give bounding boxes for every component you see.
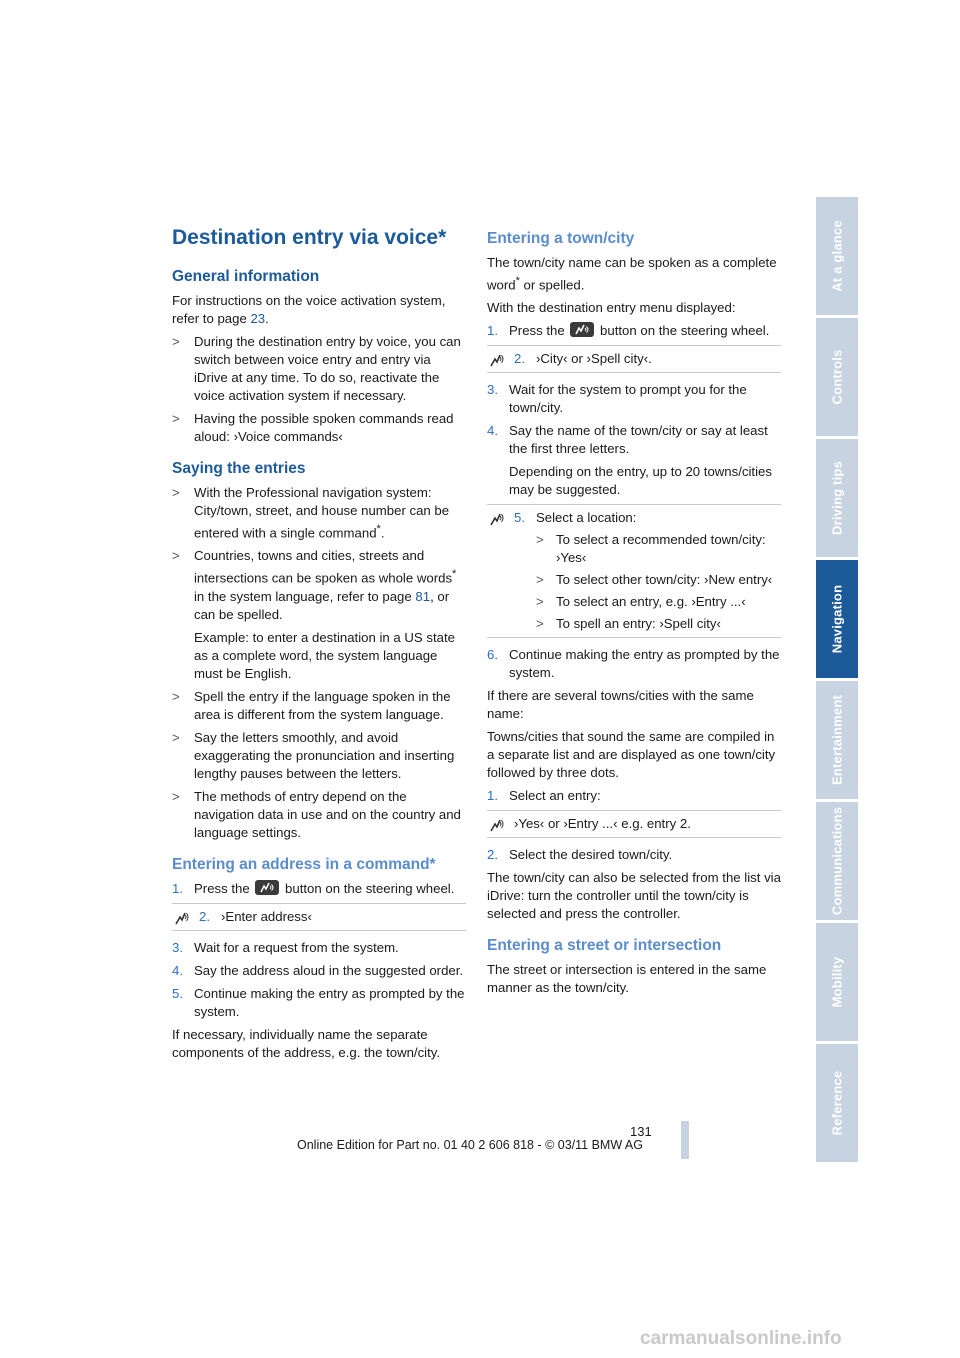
town-menu-note: With the destination entry menu displayed: <box>487 300 736 316</box>
entry-step-1: 1. Select an entry: <box>487 788 601 804</box>
compiled-note: Towns/cities that sound the same are compiled in a separate list and are displayed as one town/city followed by three dots. <box>487 729 776 781</box>
page-number: 131 <box>630 1124 652 1139</box>
tab-controls[interactable]: Controls <box>816 318 858 436</box>
edition-note: Online Edition for Part no. 01 40 2 606 818 - © 03/11 BMW AG <box>297 1138 643 1152</box>
list-item: > During the destination entry by voice, you can switch between voice entry and entry via iDrive at any time. To do so, reactivate the voice activation system if necessary. <box>172 334 461 403</box>
tab-driving-tips[interactable]: Driving tips <box>816 439 858 557</box>
list-item: > With the Professional navigation system: City/town, street, and house number can be entered with a single command*. <box>172 485 450 541</box>
voice-command-box: 2. ›City‹ or ›Spell city‹. <box>487 345 781 373</box>
list-item: > To spell an entry: ›Spell city‹ <box>536 616 721 632</box>
step-3: 3. Wait for the system to prompt you for the town/city. <box>487 382 747 416</box>
left-column <box>172 226 466 1067</box>
voice-command-icon <box>175 909 189 925</box>
step-5: 5. Continue making the entry as prompted by the system. <box>172 985 465 1019</box>
step-6: 6. Continue making the entry as prompted by the system. <box>487 647 780 681</box>
town-intro: The town/city name can be spoken as a complete word* or spelled. <box>487 255 777 293</box>
several-towns-note: If there are several towns/cities with the same name: <box>487 688 754 722</box>
list-item: > Countries, towns and cities, streets and intersections can be spoken as whole words* in the system language, refer to page 81, or can be spelled. <box>172 548 457 622</box>
tab-reference[interactable]: Reference <box>816 1044 858 1162</box>
heading-town-city: Entering a town/city <box>487 230 635 247</box>
talk-button-icon <box>570 322 594 337</box>
address-outro: If necessary, individually name the separate components of the address, e.g. the town/city. <box>172 1026 441 1060</box>
heading-general-information: General information <box>172 268 320 285</box>
list-item: > Having the possible spoken commands read aloud: ›Voice commands‹ <box>172 411 454 444</box>
example-text: Example: to enter a destination in a US state as a complete word, the system language must be English. <box>194 629 455 681</box>
talk-button-icon <box>255 880 279 895</box>
step-4-note: Depending on the entry, up to 20 towns/cities may be suggested. <box>509 464 772 498</box>
voice-command-icon <box>490 351 504 367</box>
page-link-23[interactable]: 23 <box>250 311 266 326</box>
general-intro: For instructions on the voice activation system, refer to page 23. <box>172 293 446 326</box>
page-link-81[interactable]: 81 <box>415 588 431 604</box>
list-item: > To select a recommended town/city: ›Yes‹ <box>536 532 766 566</box>
step-3: 3. Wait for a request from the system. <box>172 939 399 955</box>
heading-saying-entries: Saying the entries <box>172 460 306 477</box>
step-4: 4. Say the address aloud in the suggested order. <box>172 962 464 978</box>
list-item: > The methods of entry depend on the navigation data in use and on the country and language settings. <box>172 788 461 840</box>
tab-at-a-glance[interactable]: At a glance <box>816 197 858 315</box>
right-column <box>487 230 781 1002</box>
step-1: 1. Press the button on the steering wheel. <box>172 880 455 896</box>
heading-street-intersection: Entering a street or intersection <box>487 937 722 955</box>
idrive-note: The town/city can also be selected from the list via iDrive: turn the controller until the town/city is selected and press the controller. <box>487 870 781 922</box>
chapter-tabs <box>816 197 858 1165</box>
street-text: The street or intersection is entered in the same manner as the town/city. <box>487 962 767 996</box>
watermark: carmanualsonline.info <box>640 1328 842 1349</box>
step-4: 4. Say the name of the town/city or say at least the first three letters. <box>487 423 768 457</box>
entry-step-2: 2. Select the desired town/city. <box>487 847 673 863</box>
voice-command-icon <box>490 510 504 526</box>
footer-marker <box>681 1121 689 1159</box>
page-title: Destination entry via voice* <box>172 226 447 249</box>
heading-address-command: Entering an address in a command* <box>172 855 436 873</box>
list-item: > To select other town/city: ›New entry‹ <box>536 572 773 588</box>
tab-entertainment[interactable]: Entertainment <box>816 681 858 799</box>
step-1: 1. Press the button on the steering wheel. <box>487 323 770 339</box>
voice-command-box: 5. Select a location: > To select a recommended town/city: ›Yes‹ > To select other town/city: ›New entry‹ > To select an entry, e.g. ›Entry ...‹ > To spell an entry: ›Spell city‹ <box>487 504 781 638</box>
list-item: > Say the letters smoothly, and avoid exaggerating the pronunciation and inserting lengthy pauses between the letters. <box>172 729 455 781</box>
list-item: > To select an entry, e.g. ›Entry ...‹ <box>536 594 746 610</box>
voice-command-box: ›Yes‹ or ›Entry ...‹ e.g. entry 2. <box>487 810 781 838</box>
voice-command-box: 2. ›Enter address‹ <box>172 903 466 931</box>
tab-communications[interactable]: Communications <box>816 802 858 920</box>
voice-command-icon <box>490 816 504 832</box>
tab-mobility[interactable]: Mobility <box>816 923 858 1041</box>
list-item: > Spell the entry if the language spoken in the area is different from the system language. <box>172 688 451 722</box>
tab-navigation[interactable]: Navigation <box>816 560 858 678</box>
